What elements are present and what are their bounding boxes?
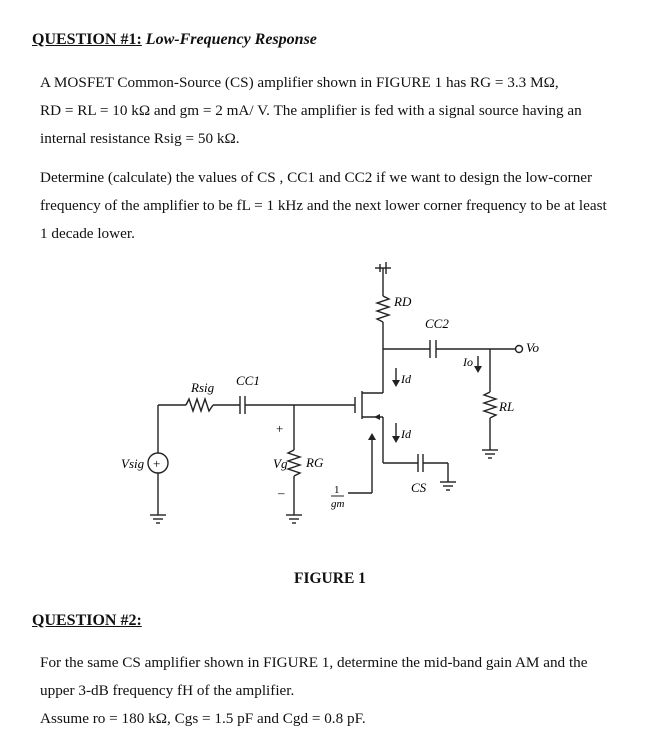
paragraph-line: For the same CS amplifier shown in FIGURE 1, determine the mid-band gain AM and the [40, 654, 588, 671]
rl-resistor [484, 392, 496, 418]
vo-terminal [516, 346, 523, 353]
label-rd: RD [394, 294, 412, 309]
question-2-paragraph [40, 649, 634, 733]
label-rsig: Rsig [191, 380, 215, 395]
label-id-bottom: Id [401, 427, 411, 441]
paragraph-line: internal resistance Rsig = 50 kΩ. [40, 130, 240, 147]
label-gm-num: 1 [334, 484, 340, 496]
source-arrow-icon [374, 414, 380, 420]
question-1-paragraph-2 [40, 164, 634, 248]
label-gm-den: gm [331, 498, 345, 510]
question-1-title: Low-Frequency Response [145, 31, 317, 48]
label-io: Io [463, 355, 473, 369]
paragraph-line: RD = RL = 10 kΩ and gm = 2 mA/ V. The amplifier is fed with a signal source having an [40, 102, 582, 119]
label-cc1: CC1 [236, 373, 260, 388]
question-1-number: QUESTION #1: [32, 31, 142, 48]
paragraph-line: A MOSFET Common-Source (CS) amplifier shown in FIGURE 1 has RG = 3.3 MΩ, [40, 74, 559, 91]
label-vsig: Vsig [121, 456, 145, 471]
label-plus: + [276, 421, 284, 436]
paragraph-line: Determine (calculate) the values of CS , CC1 and CC2 if we want to design the low-corner [40, 169, 593, 186]
rd-resistor [377, 296, 389, 322]
label-vo: Vo [526, 340, 539, 355]
figure-caption: FIGURE 1 [294, 570, 366, 587]
rsig-resistor [186, 399, 213, 411]
paragraph-line: Assume ro = 180 kΩ, Cgs = 1.5 pF and Cgd = 0.8 pF. [40, 710, 366, 727]
rg-resistor [288, 450, 300, 476]
paragraph-line: frequency of the amplifier to be fL = 1 kHz and the next lower corner frequency to be at least [40, 197, 607, 214]
circuit-diagram [0, 250, 667, 540]
question-2-heading [32, 612, 142, 630]
label-rg: RG [306, 455, 324, 470]
label-rl: RL [499, 399, 515, 414]
paragraph-line: upper 3-dB frequency fH of the amplifier. [40, 682, 295, 699]
label-cs: CS [411, 480, 427, 495]
label-id-top: Id [401, 372, 411, 386]
paragraph-line: 1 decade lower. [40, 225, 135, 242]
label-vg: Vg [273, 456, 288, 471]
question-2-number: QUESTION #2: [32, 612, 142, 629]
question-1-heading [32, 31, 317, 49]
label-cc2: CC2 [425, 316, 449, 331]
question-1-paragraph-1 [40, 69, 634, 153]
label-minus: – [278, 485, 285, 500]
ground-icon [150, 450, 498, 523]
vsig-plus-sign: + [153, 456, 161, 471]
